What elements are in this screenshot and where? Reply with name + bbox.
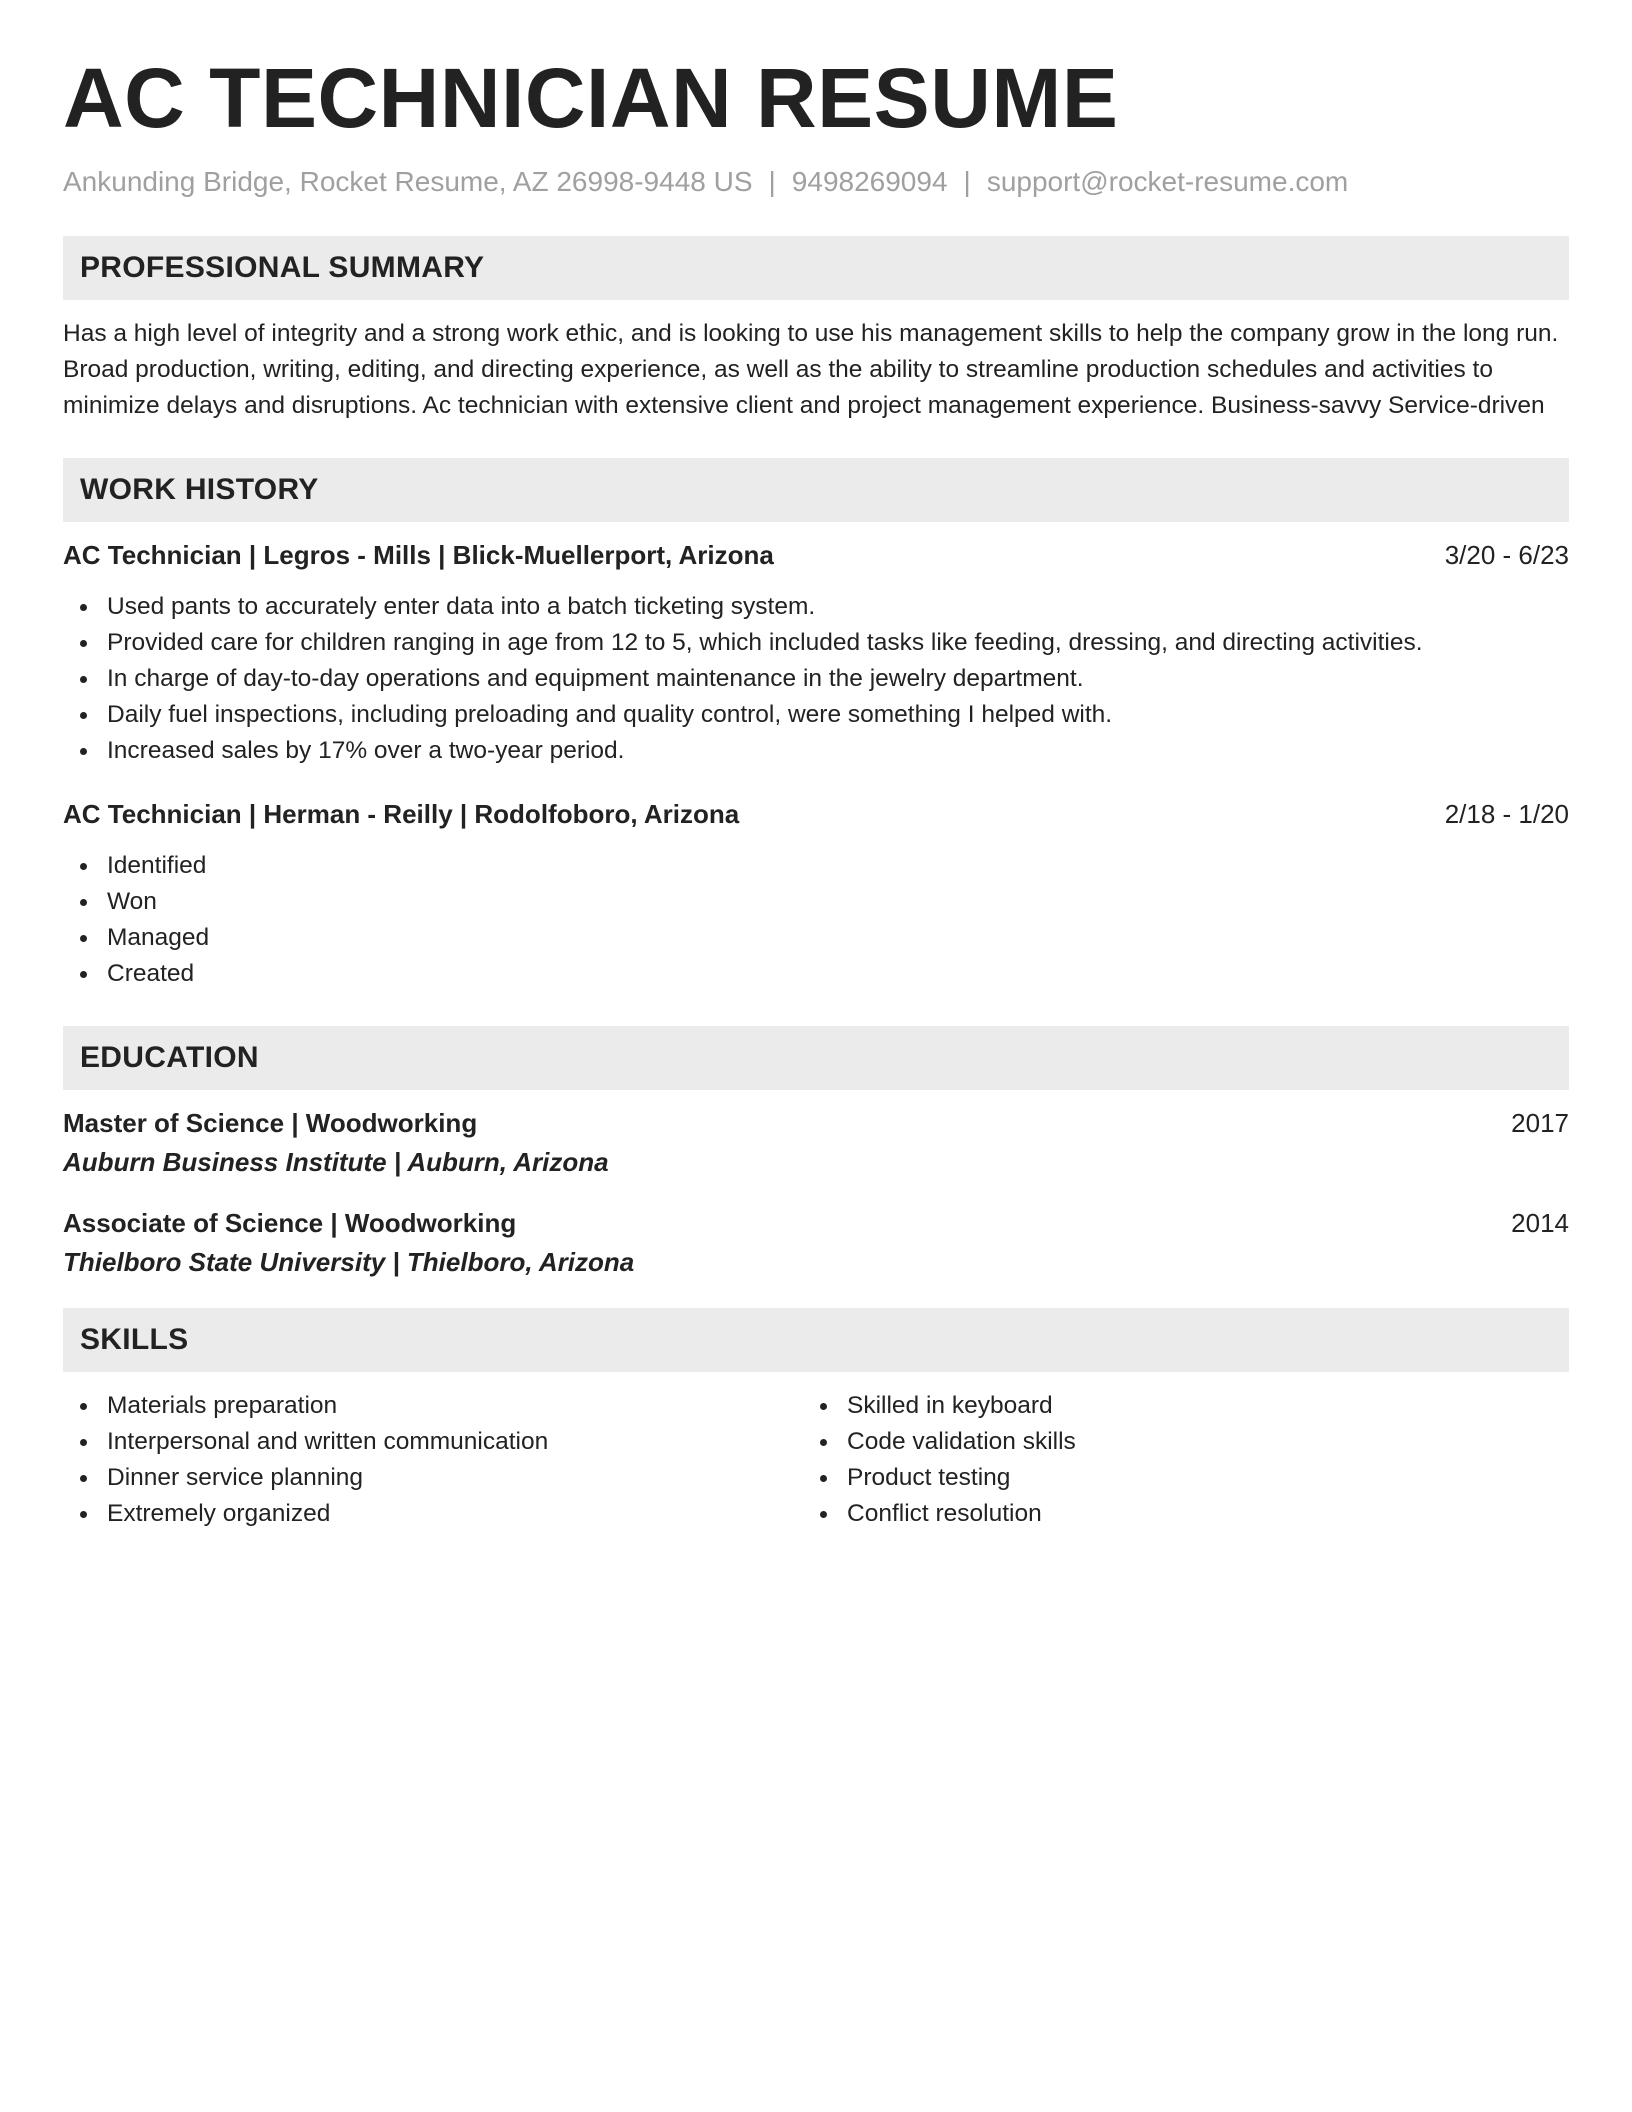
education-entry — [63, 1108, 1569, 1178]
section-header-summary: PROFESSIONAL SUMMARY — [63, 236, 1569, 300]
job-dates: 3/20 - 6/23 — [1444, 540, 1569, 570]
job-bullet: Managed — [63, 920, 1569, 956]
section-header-skills: SKILLS — [63, 1308, 1569, 1372]
job-bullet: Identified — [63, 848, 1569, 884]
job-bullet-list — [63, 848, 1569, 992]
skills-grid — [63, 1388, 1569, 1532]
skill-item: Code validation skills — [803, 1424, 1543, 1460]
job-header — [63, 540, 1569, 571]
education-header — [63, 1108, 1569, 1139]
education-header — [63, 1208, 1569, 1239]
contact-line — [63, 166, 1569, 198]
job-title: AC Technician | Herman - Reilly | Rodolfoboro, Arizona — [63, 799, 740, 829]
contact-separator: | — [768, 166, 776, 197]
job-bullet: Daily fuel inspections, including preloading and quality control, were something I helped with. — [63, 697, 1569, 733]
education-entry — [63, 1208, 1569, 1278]
skill-item: Interpersonal and written communication — [63, 1424, 803, 1460]
skill-item: Materials preparation — [63, 1388, 803, 1424]
job-bullet: Used pants to accurately enter data into a batch ticketing system. — [63, 589, 1569, 625]
contact-email: support@rocket-resume.com — [986, 166, 1349, 197]
resume-title: AC TECHNICIAN RESUME — [63, 51, 1119, 145]
skill-item: Product testing — [803, 1460, 1543, 1496]
skills-list-left — [63, 1388, 803, 1532]
skill-item: Conflict resolution — [803, 1496, 1543, 1532]
education-school: Thielboro State University | Thielboro, Arizona — [63, 1247, 635, 1277]
job-bullet: Won — [63, 884, 1569, 920]
education-year: 2017 — [1511, 1108, 1569, 1138]
skills-list-right — [803, 1388, 1543, 1532]
job-entry — [63, 540, 1569, 769]
section-header-work-history: WORK HISTORY — [63, 458, 1569, 522]
job-bullet: Created — [63, 956, 1569, 992]
job-bullet: Increased sales by 17% over a two-year period. — [63, 733, 1569, 769]
skill-item: Skilled in keyboard — [803, 1388, 1543, 1424]
job-entry — [63, 799, 1569, 992]
job-title: AC Technician | Legros - Mills | Blick-Muellerport, Arizona — [63, 540, 774, 570]
summary-text: Has a high level of integrity and a strong work ethic, and is looking to use his management skills to help the company grow in the long run. Broad production, writing, editing, and directing experience, as well as the ability to streamline production schedules and activities to minimize delays and disruptions. Ac technician with extensive client and project management experience. Business-savvy Service-driven — [63, 320, 1559, 419]
job-bullet: Provided care for children ranging in age from 12 to 5, which included tasks like feeding, dressing, and directing activities. — [63, 625, 1569, 661]
job-bullet: In charge of day-to-day operations and equipment maintenance in the jewelry department. — [63, 661, 1569, 697]
education-year: 2014 — [1511, 1208, 1569, 1238]
education-degree: Associate of Science | Woodworking — [63, 1208, 517, 1238]
contact-separator: | — [963, 166, 971, 197]
job-bullet-list — [63, 589, 1569, 769]
job-dates: 2/18 - 1/20 — [1444, 799, 1569, 829]
section-header-education: EDUCATION — [63, 1026, 1569, 1090]
job-header — [63, 799, 1569, 830]
contact-phone: 9498269094 — [791, 166, 948, 197]
contact-address: Ankunding Bridge, Rocket Resume, AZ 26998-9448 US — [63, 166, 753, 197]
skill-item: Dinner service planning — [63, 1460, 803, 1496]
education-degree: Master of Science | Woodworking — [63, 1108, 478, 1138]
education-school: Auburn Business Institute | Auburn, Arizona — [63, 1147, 609, 1177]
skill-item: Extremely organized — [63, 1496, 803, 1532]
